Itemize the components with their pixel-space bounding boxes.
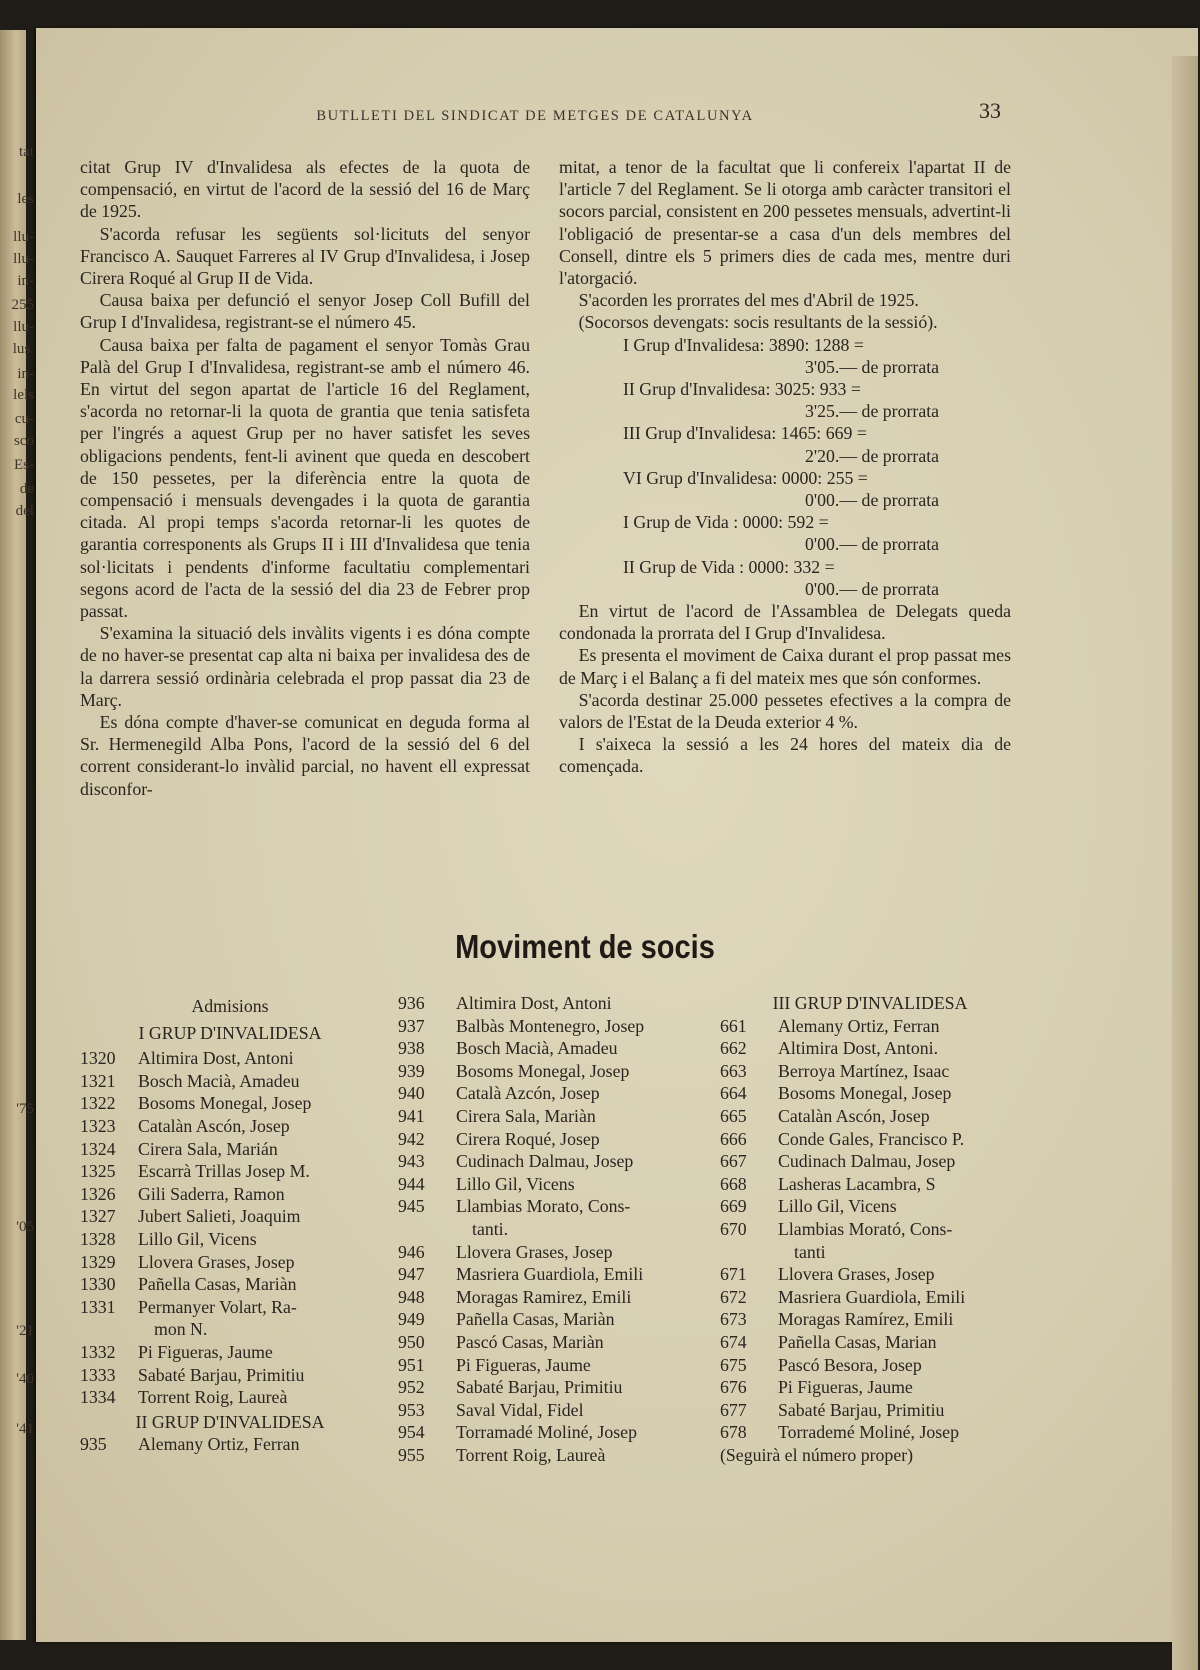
member-number: 948 bbox=[398, 1286, 425, 1307]
member-name: Bosch Macià, Amadeu bbox=[138, 1070, 300, 1091]
list-item bbox=[80, 1070, 380, 1093]
page-number: 33 bbox=[979, 98, 1001, 123]
margin-fragment: cu- bbox=[14, 411, 34, 427]
member-number: 955 bbox=[398, 1444, 425, 1465]
member-number: 674 bbox=[720, 1331, 747, 1352]
member-number: 1328 bbox=[80, 1228, 116, 1249]
member-number: 950 bbox=[398, 1331, 425, 1352]
list-item bbox=[398, 1331, 698, 1354]
member-number: 672 bbox=[720, 1286, 747, 1307]
list-item bbox=[398, 1082, 698, 1105]
member-name: Llambias Morató, Cons- bbox=[778, 1218, 953, 1239]
margin-fragment: 255 bbox=[11, 297, 34, 313]
left-column bbox=[80, 156, 530, 800]
list-item bbox=[720, 1037, 1020, 1060]
member-name: Llovera Grases, Josep bbox=[778, 1264, 935, 1285]
margin-fragment: de bbox=[19, 481, 34, 497]
member-name: Cirera Roqué, Josep bbox=[456, 1128, 600, 1149]
member-number: 1326 bbox=[80, 1183, 116, 1204]
member-number: 1324 bbox=[80, 1138, 116, 1159]
margin-fragment: del bbox=[15, 503, 34, 519]
member-number: 668 bbox=[720, 1173, 747, 1194]
member-number: 1332 bbox=[80, 1341, 116, 1362]
prorrates-list bbox=[559, 334, 1011, 600]
margin-fragment: llu- bbox=[13, 251, 34, 267]
list-item bbox=[398, 1444, 698, 1467]
list-item bbox=[720, 1308, 1020, 1331]
member-name: Torrademé Moliné, Josep bbox=[778, 1422, 959, 1443]
member-number: 949 bbox=[398, 1309, 425, 1330]
list-item bbox=[398, 1421, 698, 1444]
prorrata-entry bbox=[559, 511, 1011, 555]
member-name: Permanyer Volart, Ra- bbox=[138, 1296, 297, 1317]
margin-fragment: lels bbox=[13, 387, 34, 403]
paragraph: S'acorden les prorrates del mes d'Abril de 1925. bbox=[578, 290, 919, 311]
list-item bbox=[398, 1308, 698, 1331]
member-number: 666 bbox=[720, 1128, 747, 1149]
list-item bbox=[398, 1150, 698, 1173]
list-item bbox=[720, 1286, 1020, 1309]
member-name: Lillo Gil, Vicens bbox=[138, 1228, 257, 1249]
prorrata-result: 2'20.— de prorrata bbox=[805, 445, 940, 466]
margin-fragment: sco bbox=[14, 433, 34, 449]
member-number: 938 bbox=[398, 1038, 425, 1059]
member-name: Pañella Casas, Mariàn bbox=[138, 1274, 297, 1295]
margin-fragment: '21 bbox=[16, 1323, 34, 1339]
member-name: Torrent Roig, Laureà bbox=[138, 1387, 288, 1408]
list-item bbox=[398, 1241, 698, 1264]
margin-fragment: '40 bbox=[16, 1371, 34, 1387]
list-item bbox=[80, 1364, 380, 1387]
prorrata-formula: II Grup de Vida : 0000: 332 = bbox=[623, 556, 835, 577]
member-number: 945 bbox=[398, 1196, 425, 1217]
list-item bbox=[720, 1263, 1020, 1286]
list-item bbox=[80, 1092, 380, 1115]
member-number: 1334 bbox=[80, 1387, 116, 1408]
list-item bbox=[80, 1160, 380, 1183]
list-item bbox=[720, 1421, 1020, 1444]
list-item bbox=[720, 1376, 1020, 1399]
margin-fragment: '41 bbox=[16, 1421, 34, 1437]
list-item bbox=[720, 1331, 1020, 1354]
group-heading: I GRUP D'INVALIDESA bbox=[138, 1022, 322, 1043]
member-number: 678 bbox=[720, 1422, 747, 1443]
member-name: Pi Figueras, Jaume bbox=[778, 1377, 913, 1398]
member-name-continued: mon N. bbox=[154, 1319, 208, 1340]
member-number: 662 bbox=[720, 1038, 747, 1059]
member-number: 937 bbox=[398, 1015, 425, 1036]
member-name: Berroya Martínez, Isaac bbox=[778, 1060, 950, 1081]
list-item bbox=[80, 1251, 380, 1274]
member-name: Llovera Grases, Josep bbox=[138, 1251, 295, 1272]
admissions-list-1 bbox=[80, 995, 380, 1456]
member-number: 1331 bbox=[80, 1296, 116, 1317]
member-number: 946 bbox=[398, 1241, 425, 1262]
list-item bbox=[398, 1173, 698, 1196]
list-item bbox=[398, 1037, 698, 1060]
list-item bbox=[398, 1399, 698, 1422]
margin-fragment: les bbox=[17, 191, 34, 207]
member-number: 1322 bbox=[80, 1093, 116, 1114]
list-item bbox=[80, 1205, 380, 1228]
member-name: Catalàn Ascón, Josep bbox=[138, 1115, 290, 1136]
paragraph: S'acorda refusar les següents sol·licituts del senyor Francisco A. Sauquet Farreres al IV Grup d'Invalidesa, i Josep Cirera Roqué al Grup II de Vida. bbox=[80, 223, 530, 289]
list-item bbox=[80, 1228, 380, 1251]
member-name: Lasheras Lacambra, S bbox=[778, 1173, 936, 1194]
paragraph: En virtut de l'acord de l'Assamblea de Delegats queda condonada la prorrata del I Grup d'Invalidesa. bbox=[559, 601, 1011, 644]
member-name: Gili Saderra, Ramon bbox=[138, 1183, 285, 1204]
member-name: Altimira Dost, Antoni. bbox=[778, 1038, 939, 1059]
member-name: Moragas Ramírez, Emili bbox=[778, 1309, 954, 1330]
list-item bbox=[80, 1138, 380, 1161]
list-item bbox=[80, 1296, 380, 1319]
member-name: Sabaté Barjau, Primitiu bbox=[778, 1399, 945, 1420]
member-number: 939 bbox=[398, 1060, 425, 1081]
prorrata-result: 0'00.— de prorrata bbox=[805, 534, 940, 555]
list-item bbox=[398, 1105, 698, 1128]
admissions-list-2 bbox=[398, 992, 698, 1466]
prorrata-entry bbox=[559, 467, 1011, 511]
list-item bbox=[720, 1060, 1020, 1083]
member-name: Català Azcón, Josep bbox=[456, 1083, 600, 1104]
margin-fragment: llu- bbox=[13, 229, 34, 245]
member-name: Torrent Roig, Laureà bbox=[456, 1444, 606, 1465]
member-name: Bosoms Monegal, Josep bbox=[456, 1060, 630, 1081]
member-number: 673 bbox=[720, 1309, 747, 1330]
member-name: Masriera Guardiola, Emili bbox=[456, 1264, 644, 1285]
list-item bbox=[80, 1273, 380, 1296]
paragraph: I s'aixeca la sessió a les 24 hores del mateix dia de començada. bbox=[559, 734, 1011, 777]
member-name: Alemany Ortiz, Ferran bbox=[778, 1015, 940, 1036]
member-name-continued: tanti bbox=[794, 1241, 826, 1262]
member-number: 1323 bbox=[80, 1115, 116, 1136]
member-number: 1330 bbox=[80, 1274, 116, 1295]
member-number: 1329 bbox=[80, 1251, 116, 1272]
margin-fragment: lus. bbox=[12, 341, 34, 357]
list-item bbox=[398, 992, 698, 1015]
member-name: Torramadé Moliné, Josep bbox=[456, 1422, 637, 1443]
list-item bbox=[720, 1399, 1020, 1422]
member-name: Alemany Ortiz, Ferran bbox=[138, 1434, 300, 1455]
member-number: 661 bbox=[720, 1015, 747, 1036]
member-name: Pi Figueras, Jaume bbox=[138, 1341, 273, 1362]
list-item bbox=[398, 1128, 698, 1151]
prorrata-formula: II Grup d'Invalidesa: 3025: 933 = bbox=[623, 379, 861, 400]
member-number: 677 bbox=[720, 1399, 747, 1420]
paragraph: S'acorda destinar 25.000 pessetes efectives a la compra de valors de l'Estat de la Deuda exterior 4 %. bbox=[559, 689, 1011, 733]
list-item bbox=[720, 1105, 1020, 1128]
member-name: Lillo Gil, Vicens bbox=[456, 1173, 575, 1194]
admissions-list-3 bbox=[720, 992, 1020, 1466]
list-item bbox=[80, 1183, 380, 1206]
member-name: Lillo Gil, Vicens bbox=[778, 1196, 897, 1217]
list-item bbox=[720, 1150, 1020, 1173]
member-name: Catalàn Ascón, Josep bbox=[778, 1105, 930, 1126]
group-heading: III GRUP D'INVALIDESA bbox=[772, 993, 968, 1013]
paragraph: citat Grup IV d'Invalidesa als efectes de la quota de compensació, en virtut de l'acord de la sessió del 16 de Març de 1925. bbox=[80, 157, 530, 222]
member-name: Altimira Dost, Antoni bbox=[456, 993, 612, 1013]
member-name: Sabaté Barjau, Primitiu bbox=[138, 1364, 305, 1385]
right-column bbox=[559, 156, 1011, 778]
list-item bbox=[80, 1341, 380, 1364]
prorrata-formula: I Grup d'Invalidesa: 3890: 1288 = bbox=[623, 334, 864, 355]
margin-fragment: in- bbox=[17, 273, 34, 289]
member-name: Conde Gales, Francisco P. bbox=[778, 1128, 965, 1149]
member-name: Escarrà Trillas Josep M. bbox=[138, 1161, 310, 1182]
prorrata-formula: VI Grup d'Invalidesa: 0000: 255 = bbox=[623, 467, 868, 488]
paragraph: Causa baixa per falta de pagament el senyor Tomàs Grau Palà del Grup I d'Invalidesa, registrant-se amb el número 46. En virtut del segon apartat de l'article 16 del Reglament, s'acorda no retornar-li la quota de grantia que tenia satisfeta per l'ingrés a aquest Grup per no haver satisfet les seves obligacions pendents, fent-li avinent que queda en descobert de 150 pessetes, per la diferència entre la quota de compensació i mensuals devengades i la quota de garantia citada. Al propi temps s'acorda retornar-li les quotes de garantia corresponents als Grups II i III d'Invalidesa que tenia sol·licitats i pendents d'informe facultatiu complementari segons acord de l'acta de la sessió del dia 23 de Febrer prop passat. bbox=[80, 334, 530, 622]
member-number: 951 bbox=[398, 1354, 425, 1375]
prorrata-result: 0'00.— de prorrata bbox=[805, 490, 940, 511]
continued-note: (Seguirà el número proper) bbox=[720, 1444, 914, 1465]
list-item bbox=[720, 1173, 1020, 1196]
margin-fragment: '05 bbox=[16, 1219, 34, 1235]
member-number: 1325 bbox=[80, 1161, 116, 1182]
member-name: Masriera Guardiola, Emili bbox=[778, 1286, 966, 1307]
paragraph: Causa baixa per defunció el senyor Josep Coll Bufill del Grup I d'Invalidesa, registrant-se el número 45. bbox=[80, 290, 530, 333]
member-name: Bosch Macià, Amadeu bbox=[456, 1038, 618, 1059]
member-number: 675 bbox=[720, 1354, 747, 1375]
list-item bbox=[398, 1015, 698, 1038]
paragraph: S'examina la situació dels invàlits vigents i es dóna compte de no haver-se presentat cap alta ni baixa per invalidesa des de la darrera sessió ordinària celebrada el prop passat dia 23 de Març. bbox=[80, 623, 530, 710]
member-name: Moragas Ramirez, Emili bbox=[456, 1286, 632, 1307]
paragraph: Es presenta el moviment de Caixa durant el prop passat mes de Març i el Balanç a fi del mateix mes que són conformes. bbox=[559, 645, 1011, 688]
member-name: Llovera Grases, Josep bbox=[456, 1241, 613, 1262]
member-number: 665 bbox=[720, 1105, 747, 1126]
member-name: Pañella Casas, Mariàn bbox=[456, 1309, 615, 1330]
member-name: Cirera Sala, Mariàn bbox=[456, 1105, 596, 1126]
member-name: Altimira Dost, Antoni bbox=[138, 1048, 294, 1069]
prorrata-entry bbox=[559, 422, 1011, 466]
list-item bbox=[720, 1082, 1020, 1105]
list-item bbox=[80, 1115, 380, 1138]
list-item bbox=[398, 1263, 698, 1286]
previous-page-edge bbox=[0, 30, 40, 1630]
member-number: 1327 bbox=[80, 1206, 116, 1227]
member-number: 671 bbox=[720, 1264, 747, 1285]
paragraph: (Socorsos devengats: socis resultants de la sessió). bbox=[578, 312, 938, 333]
page-edge bbox=[1172, 56, 1198, 1670]
prorrata-entry bbox=[559, 556, 1011, 600]
prorrata-result: 0'00.— de prorrata bbox=[805, 578, 940, 599]
member-number: 953 bbox=[398, 1399, 425, 1420]
list-item bbox=[398, 1060, 698, 1083]
list-item bbox=[398, 1354, 698, 1377]
member-name: Saval Vidal, Fidel bbox=[456, 1399, 584, 1420]
member-name: Cirera Sala, Marián bbox=[138, 1138, 278, 1159]
list-item bbox=[80, 1433, 380, 1456]
member-name: Cudinach Dalmau, Josep bbox=[778, 1151, 956, 1172]
member-number: 941 bbox=[398, 1105, 425, 1126]
member-number: 943 bbox=[398, 1151, 425, 1172]
member-name: Sabaté Barjau, Primitiu bbox=[456, 1377, 623, 1398]
list-item bbox=[720, 1218, 1020, 1241]
margin-fragment: Es- bbox=[14, 457, 34, 473]
member-number: 669 bbox=[720, 1196, 747, 1217]
margin-fragment: '75 bbox=[16, 1101, 34, 1117]
paragraph: Es dóna compte d'haver-se comunicat en deguda forma al Sr. Hermenegild Alba Pons, l'acord de la sessió del 6 del corrent considerant-lo invàlid parcial, no havent ell expressat disconfor- bbox=[80, 712, 530, 799]
member-number: 664 bbox=[720, 1083, 747, 1104]
member-name: Pañella Casas, Marian bbox=[778, 1331, 937, 1352]
list-item bbox=[398, 1286, 698, 1309]
member-name: Balbàs Montenegro, Josep bbox=[456, 1015, 645, 1036]
member-name: Bosoms Monegal, Josep bbox=[138, 1093, 312, 1114]
list-item bbox=[720, 1354, 1020, 1377]
member-name: Cudinach Dalmau, Josep bbox=[456, 1151, 634, 1172]
member-number: 935 bbox=[80, 1434, 107, 1455]
member-number: 1320 bbox=[80, 1048, 116, 1069]
running-header: BUTLLETI DEL SINDICAT DE METGES DE CATALUNYA bbox=[316, 108, 754, 124]
member-number: 663 bbox=[720, 1060, 747, 1081]
margin-fragment: in- bbox=[17, 366, 34, 382]
member-number: 670 bbox=[720, 1218, 747, 1239]
member-name: Llambias Morato, Cons- bbox=[456, 1196, 631, 1217]
prorrata-formula: III Grup d'Invalidesa: 1465: 669 = bbox=[623, 423, 867, 444]
member-number: 940 bbox=[398, 1083, 425, 1104]
member-name: Jubert Salieti, Joaquim bbox=[138, 1206, 301, 1227]
member-number: 676 bbox=[720, 1377, 747, 1398]
prorrata-result: 3'05.— de prorrata bbox=[805, 356, 940, 377]
prorrata-entry bbox=[559, 334, 1011, 378]
list-item bbox=[720, 1195, 1020, 1218]
paragraph: mitat, a tenor de la facultat que li confereix l'apartat II de l'article 7 del Reglament. Se li otorga amb caràcter transitori el socors parcial, consistent en 200 pessetes mensuals, advertint-li l'obligació de presentar-se a casa d'un dels membres del Consell, dintre els 5 primers dies de cada mes, mentre duri l'atorgació. bbox=[559, 157, 1011, 289]
list-item bbox=[80, 1047, 380, 1070]
member-name: Bosoms Monegal, Josep bbox=[778, 1083, 952, 1104]
list-item bbox=[398, 1376, 698, 1399]
list-item bbox=[80, 1386, 380, 1409]
member-name: Pi Figueras, Jaume bbox=[456, 1354, 591, 1375]
admissions-heading: Admisions bbox=[191, 996, 269, 1016]
margin-fragment: tat bbox=[19, 144, 34, 160]
list-item bbox=[720, 1128, 1020, 1151]
section-title: Moviment de socis bbox=[455, 928, 715, 965]
member-name-continued: tanti. bbox=[472, 1218, 509, 1239]
prorrata-formula: I Grup de Vida : 0000: 592 = bbox=[623, 512, 829, 533]
member-number: 954 bbox=[398, 1422, 425, 1443]
list-item bbox=[398, 1195, 698, 1218]
list-item bbox=[720, 1015, 1020, 1038]
member-number: 952 bbox=[398, 1377, 425, 1398]
member-number: 936 bbox=[398, 993, 425, 1013]
group-heading: II GRUP D'INVALIDESA bbox=[135, 1411, 325, 1432]
margin-fragment: llu- bbox=[13, 319, 34, 335]
member-number: 947 bbox=[398, 1264, 425, 1285]
prorrata-result: 3'25.— de prorrata bbox=[805, 401, 940, 422]
member-name: Pascó Casas, Mariàn bbox=[456, 1331, 604, 1352]
prorrata-entry bbox=[559, 378, 1011, 422]
member-number: 1333 bbox=[80, 1364, 116, 1385]
member-number: 944 bbox=[398, 1173, 425, 1194]
member-name: Pascó Besora, Josep bbox=[778, 1354, 922, 1375]
member-number: 667 bbox=[720, 1151, 747, 1172]
member-number: 942 bbox=[398, 1128, 425, 1149]
member-number: 1321 bbox=[80, 1070, 116, 1091]
